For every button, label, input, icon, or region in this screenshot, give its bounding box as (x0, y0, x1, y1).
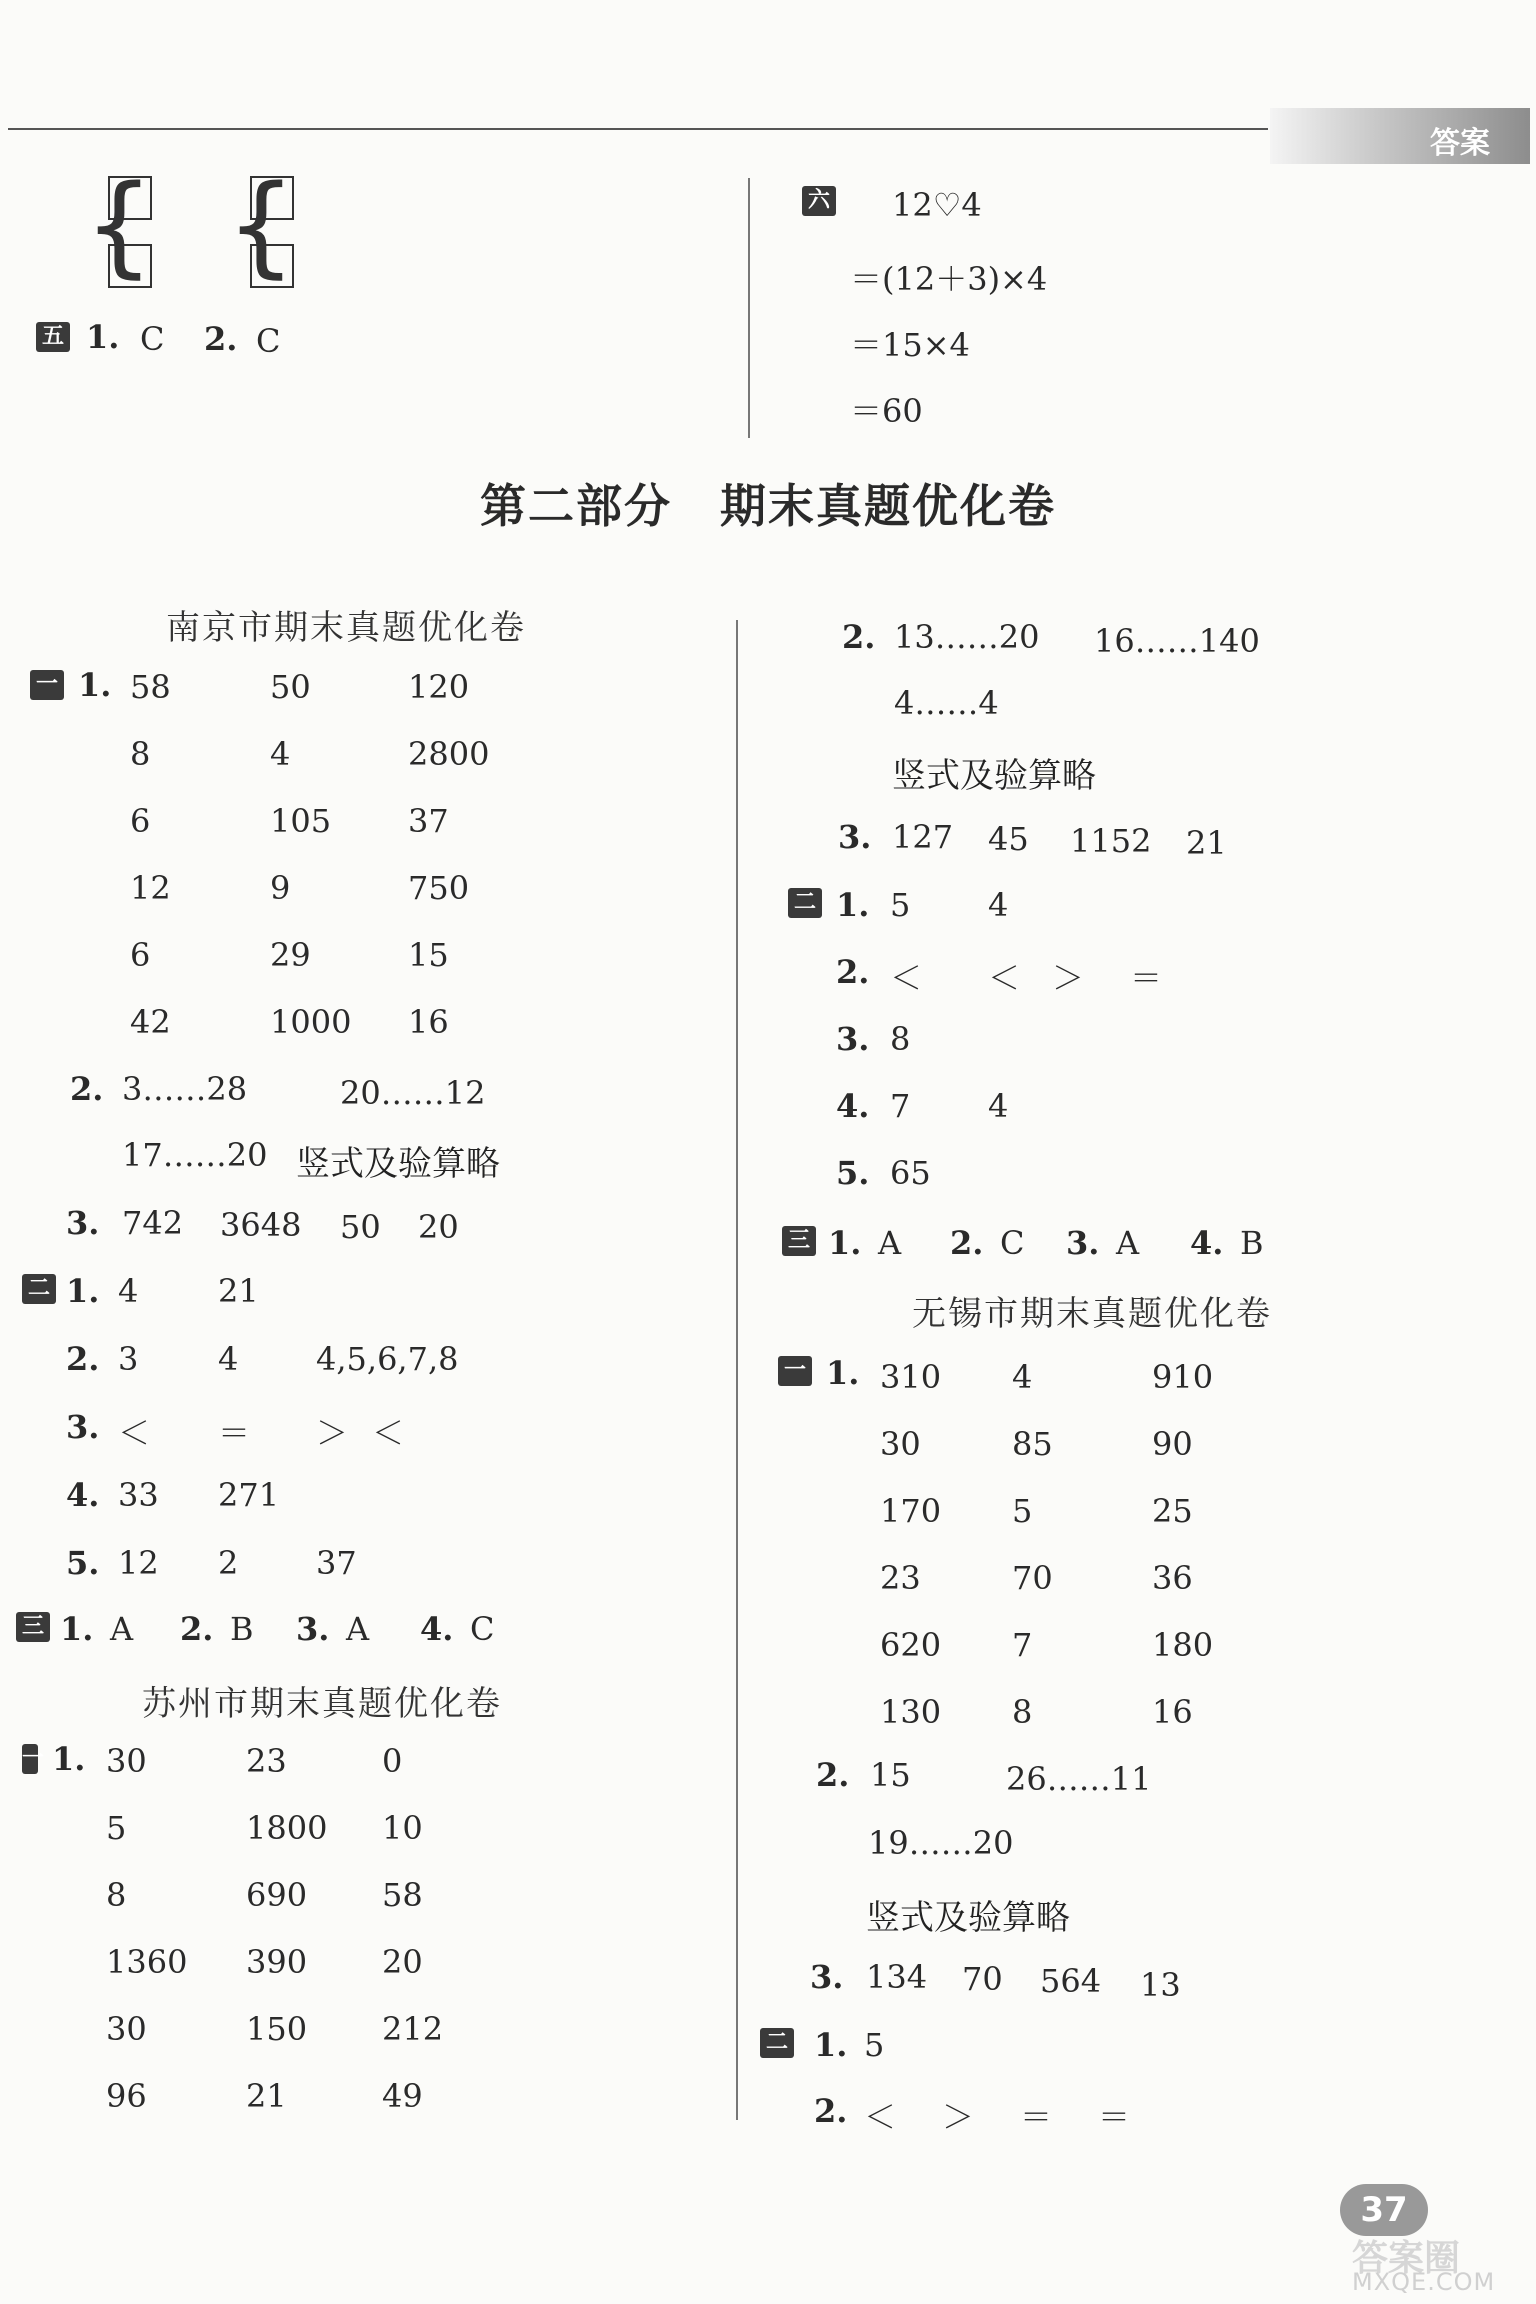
answer: 127 (892, 818, 954, 856)
answer: ＜ (988, 959, 1021, 997)
calc-line: 12♡4 (892, 186, 982, 224)
answer: 26……11 (1006, 1760, 1152, 1798)
answer: 45 (988, 820, 1029, 858)
grid-cell: 750 (408, 869, 470, 907)
section-6-badge: 六 (802, 186, 836, 216)
q-number: 2. (204, 320, 238, 358)
watermark-logo: 答案圈 (1352, 2238, 1461, 2279)
q-number: 1. (826, 1354, 860, 1392)
calc-line: ＝60 (850, 392, 923, 430)
top-column-divider (748, 178, 750, 438)
grid-cell: 30 (880, 1425, 921, 1463)
grid-cell: 85 (1012, 1425, 1053, 1463)
answer: ＜ (864, 2098, 897, 2136)
grid-cell: 7 (1012, 1626, 1033, 1664)
answer: B (230, 1610, 254, 1648)
answer: C (470, 1610, 495, 1648)
q-number: 4. (1190, 1224, 1224, 1262)
section-3-badge: 三 (16, 1612, 50, 1642)
grid-cell: 6 (130, 802, 151, 840)
grid-cell: 49 (382, 2077, 423, 2115)
q-number: 2. (70, 1070, 104, 1108)
grid-cell: 30 (106, 2010, 147, 2048)
answer: 5 (890, 886, 911, 924)
section-1-badge: 一 (778, 1356, 812, 1386)
grid-cell: 16 (1152, 1693, 1193, 1731)
q-number: 1. (66, 1272, 100, 1310)
grid-cell: 96 (106, 2077, 147, 2115)
answer-box-2 (108, 244, 152, 288)
grid-cell: 620 (880, 1626, 942, 1664)
answer: 65 (890, 1154, 931, 1192)
left-brace-1: { (84, 161, 154, 289)
section-title-nanjing: 南京市期末真题优化卷 (166, 608, 526, 648)
answer: 4 (118, 1272, 139, 1310)
answer: A (878, 1224, 902, 1262)
answer: 3 (118, 1340, 139, 1378)
answer: ＝ (1020, 2098, 1053, 2136)
answer-note: 竖式及验算略 (866, 1898, 1070, 1938)
q-number: 3. (66, 1408, 100, 1446)
answer: 4……4 (894, 684, 999, 722)
grid-cell: 8 (106, 1876, 127, 1914)
grid-cell: 8 (1012, 1693, 1033, 1731)
q-number: 3. (1066, 1224, 1100, 1262)
answer-note: 竖式及验算略 (296, 1144, 500, 1184)
grid-cell: 16 (408, 1003, 449, 1041)
grid-cell: 0 (382, 1742, 403, 1780)
grid-cell: 25 (1152, 1492, 1193, 1530)
answer: 17……20 (122, 1136, 268, 1174)
answer: 15 (870, 1756, 911, 1794)
answer: 1152 (1070, 822, 1152, 860)
grid-cell: 180 (1152, 1626, 1214, 1664)
section-1-badge: 一 (30, 670, 64, 700)
grid-cell: 105 (270, 802, 332, 840)
q-number: 1. (78, 666, 112, 704)
grid-cell: 36 (1152, 1559, 1193, 1597)
grid-cell: 15 (408, 936, 449, 974)
part-title: 第二部分 期末真题优化卷 (480, 479, 1056, 533)
grid-cell: 20 (382, 1943, 423, 1981)
q-number: 2. (950, 1224, 984, 1262)
answer: A (346, 1610, 370, 1648)
grid-cell: 2800 (408, 735, 490, 773)
answer: ＞ (316, 1414, 349, 1452)
q-number: 1. (814, 2026, 848, 2064)
answer: 50 (340, 1208, 381, 1246)
grid-cell: 150 (246, 2010, 308, 2048)
answer: 33 (118, 1476, 159, 1514)
answer: ＞ (1052, 959, 1085, 997)
grid-cell: 23 (880, 1559, 921, 1597)
q-number: 5. (836, 1154, 870, 1192)
grid-cell: 58 (130, 668, 171, 706)
grid-cell: 29 (270, 936, 311, 974)
answer-box-4 (250, 244, 294, 288)
section-2-badge: 二 (22, 1274, 56, 1304)
answer: ＜ (118, 1414, 151, 1452)
grid-cell: 70 (1012, 1559, 1053, 1597)
grid-cell: 30 (106, 1742, 147, 1780)
grid-cell: 4 (270, 735, 291, 773)
q-number: 1. (52, 1740, 86, 1778)
answer: ＞ (942, 2098, 975, 2136)
answer: ＜ (890, 959, 923, 997)
answer: 16……140 (1094, 622, 1260, 660)
answer: 12 (118, 1544, 159, 1582)
answer: 2 (218, 1544, 239, 1582)
q-number: 5. (66, 1544, 100, 1582)
q-number: 4. (836, 1087, 870, 1125)
section-title-suzhou: 苏州市期末真题优化卷 (142, 1684, 502, 1724)
section-2-badge: 二 (760, 2028, 794, 2058)
answer: 13……20 (894, 618, 1040, 656)
header-tab (1270, 108, 1530, 164)
section-1-badge: 一 (22, 1744, 38, 1774)
grid-cell: 130 (880, 1693, 942, 1731)
grid-cell: 690 (246, 1876, 308, 1914)
grid-cell: 390 (246, 1943, 308, 1981)
answer: 70 (962, 1960, 1003, 1998)
grid-cell: 21 (246, 2077, 287, 2115)
calc-line: ＝(12＋3)×4 (850, 260, 1048, 298)
q-number: 2. (66, 1340, 100, 1378)
answer: 3……28 (122, 1070, 248, 1108)
q-number: 1. (828, 1224, 862, 1262)
q-number: 3. (810, 1958, 844, 1996)
q-number: 1. (86, 318, 120, 356)
q-number: 4. (66, 1476, 100, 1514)
section-title-wuxi: 无锡市期末真题优化卷 (912, 1294, 1272, 1334)
grid-cell: 10 (382, 1809, 423, 1847)
answer-box-1 (108, 176, 152, 220)
q-number: 3. (836, 1020, 870, 1058)
grid-cell: 120 (408, 668, 470, 706)
answer: 564 (1040, 1962, 1102, 2000)
calc-line: ＝15×4 (850, 326, 970, 364)
answer: 37 (316, 1544, 357, 1582)
answer: A (110, 1610, 134, 1648)
grid-cell: 58 (382, 1876, 423, 1914)
q-number: 3. (838, 818, 872, 856)
page-number: 37 (1340, 2184, 1428, 2236)
answer: 134 (866, 1958, 928, 1996)
answer: B (1240, 1224, 1264, 1262)
answer: C (140, 320, 165, 358)
answer: ＝ (1130, 959, 1163, 997)
answer: 5 (864, 2026, 885, 2064)
section-2-badge: 二 (788, 888, 822, 918)
header-tab-label: 答案 (1430, 126, 1490, 161)
main-column-divider (736, 620, 738, 2120)
q-number: 1. (836, 886, 870, 924)
grid-cell: 212 (382, 2010, 444, 2048)
grid-cell: 1000 (270, 1003, 352, 1041)
grid-cell: 1800 (246, 1809, 328, 1847)
answer-note: 竖式及验算略 (892, 756, 1096, 796)
section-3-badge: 三 (782, 1226, 816, 1256)
answer: 4,5,6,7,8 (316, 1340, 459, 1378)
answer: 271 (218, 1476, 280, 1514)
q-number: 4. (420, 1610, 454, 1648)
grid-cell: 42 (130, 1003, 171, 1041)
answer: 21 (1186, 824, 1227, 862)
q-number: 2. (842, 618, 876, 656)
grid-cell: 4 (1012, 1358, 1033, 1396)
section-5-badge: 五 (36, 322, 70, 352)
answer: ＝ (218, 1414, 251, 1452)
grid-cell: 5 (1012, 1492, 1033, 1530)
answer: 8 (890, 1020, 911, 1058)
answer: A (1116, 1224, 1140, 1262)
answer: C (1000, 1224, 1025, 1262)
q-number: 3. (66, 1204, 100, 1242)
q-number: 2. (836, 953, 870, 991)
answer: 742 (122, 1204, 184, 1242)
grid-cell: 9 (270, 869, 291, 907)
answer-box-3 (250, 176, 294, 220)
answer: 4 (988, 886, 1009, 924)
answer: 4 (988, 1087, 1009, 1125)
header-rule (8, 128, 1268, 130)
answer: 3648 (220, 1206, 302, 1244)
grid-cell: 310 (880, 1358, 942, 1396)
q-number: 3. (296, 1610, 330, 1648)
answer: 20……12 (340, 1074, 486, 1112)
grid-cell: 6 (130, 936, 151, 974)
answer: 19……20 (868, 1824, 1014, 1862)
q-number: 2. (180, 1610, 214, 1648)
grid-cell: 50 (270, 668, 311, 706)
answer: 21 (218, 1272, 259, 1310)
answer: 13 (1140, 1966, 1181, 2004)
answer: 7 (890, 1087, 911, 1125)
q-number: 1. (60, 1610, 94, 1648)
grid-cell: 910 (1152, 1358, 1214, 1396)
grid-cell: 12 (130, 869, 171, 907)
answer: 4 (218, 1340, 239, 1378)
answer: ＝ (1098, 2098, 1131, 2136)
grid-cell: 90 (1152, 1425, 1193, 1463)
q-number: 2. (814, 2092, 848, 2130)
left-brace-2: { (226, 161, 296, 289)
grid-cell: 1360 (106, 1943, 188, 1981)
grid-cell: 37 (408, 802, 449, 840)
grid-cell: 5 (106, 1809, 127, 1847)
grid-cell: 170 (880, 1492, 942, 1530)
answer: ＜ (372, 1414, 405, 1452)
q-number: 2. (816, 1756, 850, 1794)
grid-cell: 8 (130, 735, 151, 773)
watermark-url: MXQE.COM (1352, 2268, 1496, 2296)
grid-cell: 23 (246, 1742, 287, 1780)
answer: 20 (418, 1208, 459, 1246)
answer: C (256, 322, 281, 360)
